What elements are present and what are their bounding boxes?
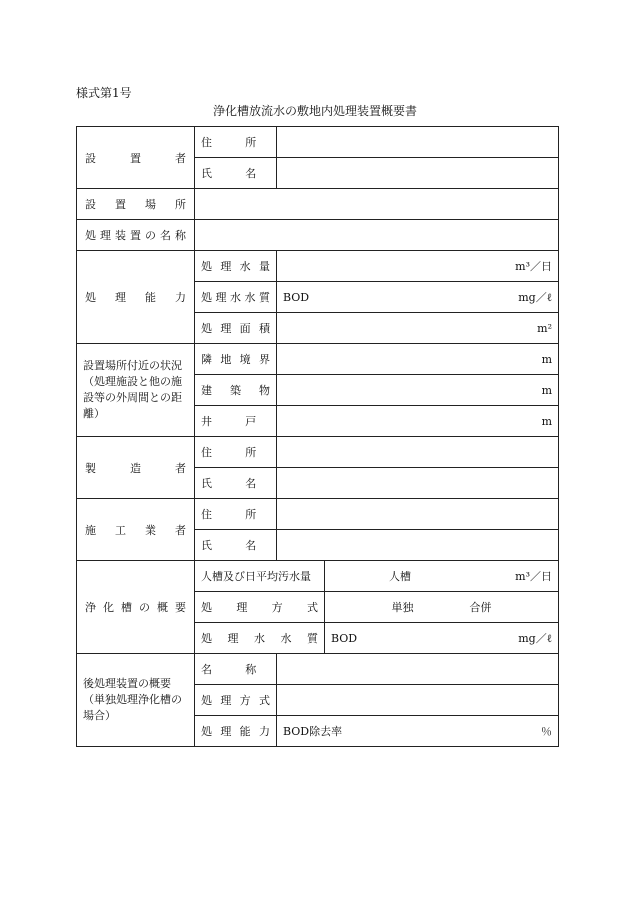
label-char: 称 bbox=[245, 663, 257, 676]
septic-method-field[interactable] bbox=[325, 592, 559, 623]
post-name-label-cell bbox=[195, 654, 277, 685]
label-char: 名 bbox=[245, 539, 257, 552]
capacity-label bbox=[85, 289, 186, 305]
manufacturer-address-row bbox=[77, 437, 559, 468]
form-number: 様式第1号 bbox=[76, 86, 132, 100]
installer-label bbox=[85, 150, 186, 166]
label-char: 理 bbox=[215, 291, 227, 304]
label-char: の bbox=[145, 229, 156, 242]
septic-label bbox=[85, 599, 186, 615]
septic-method-option-single[interactable]: 単独 bbox=[391, 601, 414, 614]
installer-address-label bbox=[201, 134, 256, 150]
septic-quality-unit: mg／ℓ bbox=[518, 632, 552, 645]
building-field[interactable] bbox=[277, 375, 559, 406]
building-label bbox=[201, 382, 270, 398]
post-method-label bbox=[201, 692, 270, 708]
septic-method-label-cell bbox=[195, 592, 325, 623]
water-volume-label-cell bbox=[195, 251, 277, 282]
installer-name-label bbox=[201, 165, 256, 181]
post-capacity-field[interactable] bbox=[277, 716, 559, 747]
contractor-address-label-cell bbox=[195, 499, 277, 530]
label-char: 境 bbox=[239, 353, 251, 366]
label-char: 隣 bbox=[201, 353, 212, 366]
contractor-address-row bbox=[77, 499, 559, 530]
contractor-address-field[interactable] bbox=[277, 499, 559, 530]
manufacturer-address-label-cell bbox=[195, 437, 277, 468]
label-char: 力 bbox=[175, 291, 186, 304]
label-char: 者 bbox=[175, 523, 186, 537]
label-char: 水 bbox=[254, 632, 265, 645]
contractor-address-label bbox=[201, 506, 256, 522]
document-title: 浄化槽放流水の敷地内処理装置概要書 bbox=[212, 104, 417, 118]
label-char: 場 bbox=[145, 198, 156, 211]
label-char: 積 bbox=[258, 322, 270, 335]
contractor-name-label-cell bbox=[195, 530, 277, 561]
post-capacity-unit: ％ bbox=[541, 725, 552, 738]
label-char: 名 bbox=[245, 167, 257, 180]
boundary-unit: m bbox=[541, 352, 552, 366]
label-char: 式 bbox=[258, 694, 270, 707]
label-char: 理 bbox=[227, 632, 239, 645]
label-char: 名 bbox=[201, 663, 212, 676]
label-char: 処 bbox=[85, 291, 96, 304]
septic-quality-label-cell bbox=[195, 623, 325, 654]
water-quality-field[interactable] bbox=[277, 282, 559, 313]
label-char: 方 bbox=[271, 601, 283, 614]
contractor-label bbox=[85, 522, 186, 538]
manufacturer-name-field[interactable] bbox=[277, 468, 559, 499]
label-char: 地 bbox=[220, 353, 232, 366]
label-char: 槽 bbox=[121, 601, 132, 614]
label-char: 量 bbox=[258, 260, 270, 273]
septic-quality-field[interactable] bbox=[325, 623, 559, 654]
label-char: 浄 bbox=[85, 601, 96, 614]
label-char: 処 bbox=[201, 694, 212, 707]
label-char: 理 bbox=[220, 725, 232, 738]
label-char: 力 bbox=[258, 725, 270, 738]
label-char: 能 bbox=[239, 725, 251, 738]
install-location-field[interactable] bbox=[195, 189, 559, 220]
building-label-cell bbox=[195, 375, 277, 406]
label-char: 方 bbox=[239, 694, 251, 707]
device-name-field[interactable] bbox=[195, 220, 559, 251]
label-char: 水 bbox=[239, 260, 251, 273]
label-char: 設 bbox=[85, 151, 96, 165]
label-char: 式 bbox=[306, 601, 318, 614]
capacity-label-cell bbox=[77, 251, 195, 344]
water-volume-label bbox=[201, 258, 270, 274]
septic-flow-row bbox=[77, 561, 559, 592]
label-char: の bbox=[139, 601, 150, 614]
installer-name-field[interactable] bbox=[277, 158, 559, 189]
area-field[interactable] bbox=[277, 313, 559, 344]
label-char: 質 bbox=[307, 632, 318, 645]
installer-address-field[interactable] bbox=[277, 127, 559, 158]
install-location-label bbox=[85, 196, 186, 212]
device-name-label-cell bbox=[77, 220, 195, 251]
label-char: 質 bbox=[259, 291, 270, 304]
manufacturer-address-label bbox=[201, 444, 256, 460]
septic-label-cell bbox=[77, 561, 195, 654]
septic-quality-param: BOD bbox=[331, 631, 358, 645]
label-char: 造 bbox=[130, 461, 141, 475]
label-char: 物 bbox=[259, 384, 270, 397]
septic-flow-label: 人槽及び日平均汚水量 bbox=[201, 570, 311, 583]
contractor-name-label bbox=[201, 537, 256, 553]
building-unit: m bbox=[541, 383, 552, 397]
label-char: 処 bbox=[85, 229, 96, 242]
installer-address-label-cell bbox=[195, 127, 277, 158]
label-char: 設 bbox=[85, 198, 96, 211]
label-char: 化 bbox=[103, 601, 114, 614]
label-char: 建 bbox=[201, 384, 212, 397]
label-char: 名 bbox=[160, 229, 171, 242]
post-capacity-label-cell bbox=[195, 716, 277, 747]
label-char: 理 bbox=[220, 322, 232, 335]
label-char: 界 bbox=[258, 353, 270, 366]
well-unit: m bbox=[541, 414, 552, 428]
label-char: 水 bbox=[230, 291, 241, 304]
label-char: 施 bbox=[85, 523, 96, 537]
label-char: 装 bbox=[115, 229, 126, 242]
installer-label-cell bbox=[77, 127, 195, 189]
label-char: 処 bbox=[201, 725, 212, 738]
label-char: 住 bbox=[201, 446, 212, 459]
septic-method-label bbox=[201, 599, 318, 615]
label-char: 理 bbox=[236, 601, 248, 614]
septic-flow-field[interactable] bbox=[325, 561, 559, 592]
water-quality-unit: mg／ℓ bbox=[518, 291, 552, 304]
septic-quality-label bbox=[201, 630, 318, 646]
manufacturer-name-label-cell bbox=[195, 468, 277, 499]
manufacturer-label-cell bbox=[77, 437, 195, 499]
label-char: 処 bbox=[201, 260, 212, 273]
post-method-field[interactable] bbox=[277, 685, 559, 716]
label-char: 者 bbox=[175, 151, 186, 165]
label-char: 概 bbox=[157, 601, 168, 614]
area-label-cell bbox=[195, 313, 277, 344]
overview-form-table bbox=[76, 126, 559, 747]
label-char: 所 bbox=[175, 198, 186, 211]
post-capacity-param: BOD除去率 bbox=[283, 725, 343, 738]
capacity-volume-row bbox=[77, 251, 559, 282]
area-unit: m² bbox=[537, 321, 552, 335]
label-char: 水 bbox=[244, 291, 256, 304]
label-char: 処 bbox=[201, 601, 212, 614]
label-char: 住 bbox=[201, 508, 212, 521]
septic-flow-value-label: 人槽 bbox=[389, 570, 411, 583]
boundary-label bbox=[201, 351, 270, 367]
post-method-label-cell bbox=[195, 685, 277, 716]
label-char: 能 bbox=[145, 291, 156, 304]
water-quality-param: BOD bbox=[283, 290, 310, 304]
manufacturer-label bbox=[85, 460, 186, 476]
label-char: 要 bbox=[175, 601, 186, 614]
post-name-field[interactable] bbox=[277, 654, 559, 685]
label-char: 井 bbox=[201, 415, 212, 428]
post-capacity-label bbox=[201, 723, 270, 739]
surroundings-label: 設置場所付近の状況（処理施設と他の施設等の外周間との距離） bbox=[83, 359, 182, 420]
surroundings-label-cell bbox=[77, 344, 195, 437]
label-char: 氏 bbox=[201, 477, 212, 490]
label-char: 置 bbox=[130, 229, 141, 242]
water-quality-label bbox=[201, 289, 270, 305]
post-name-row bbox=[77, 654, 559, 685]
label-char: 住 bbox=[201, 136, 212, 149]
post-name-label bbox=[201, 661, 256, 677]
label-char: 所 bbox=[245, 446, 257, 459]
label-char: 置 bbox=[130, 151, 141, 165]
label-char: 処 bbox=[201, 322, 212, 335]
manufacturer-address-field[interactable] bbox=[277, 437, 559, 468]
label-char: 理 bbox=[100, 229, 111, 242]
install-location-row bbox=[77, 189, 559, 220]
label-char: 置 bbox=[115, 198, 126, 211]
label-char: 氏 bbox=[201, 167, 212, 180]
surroundings-boundary-row bbox=[77, 344, 559, 375]
installer-name-label-cell bbox=[195, 158, 277, 189]
septic-flow-unit: m³／日 bbox=[515, 570, 552, 583]
water-volume-field[interactable] bbox=[277, 251, 559, 282]
label-char: 理 bbox=[115, 291, 126, 304]
label-char: 理 bbox=[220, 694, 232, 707]
label-char: 処 bbox=[201, 291, 212, 304]
label-char: 者 bbox=[175, 461, 186, 475]
label-char: 処 bbox=[201, 632, 212, 645]
label-char: 面 bbox=[239, 322, 251, 335]
label-char: 所 bbox=[245, 508, 257, 521]
boundary-field[interactable] bbox=[277, 344, 559, 375]
device-name-row bbox=[77, 220, 559, 251]
label-char: 製 bbox=[85, 461, 96, 475]
label-char: 水 bbox=[280, 632, 292, 645]
well-label bbox=[201, 413, 256, 429]
label-char: 工 bbox=[115, 523, 126, 537]
water-quality-label-cell bbox=[195, 282, 277, 313]
contractor-label-cell bbox=[77, 499, 195, 561]
boundary-label-cell bbox=[195, 344, 277, 375]
manufacturer-name-label bbox=[201, 475, 256, 491]
contractor-name-field[interactable] bbox=[277, 530, 559, 561]
post-label-cell bbox=[77, 654, 195, 747]
label-char: 理 bbox=[220, 260, 232, 273]
label-char: 戸 bbox=[245, 415, 257, 428]
label-char: 築 bbox=[230, 384, 241, 397]
label-char: 氏 bbox=[201, 539, 212, 552]
label-char: 所 bbox=[245, 136, 257, 149]
label-char: 業 bbox=[145, 523, 156, 537]
label-char: 称 bbox=[175, 229, 186, 242]
install-location-label-cell bbox=[77, 189, 195, 220]
well-field[interactable] bbox=[277, 406, 559, 437]
installer-address-row bbox=[77, 127, 559, 158]
well-label-cell bbox=[195, 406, 277, 437]
device-name-label bbox=[85, 227, 186, 243]
water-volume-unit: m³／日 bbox=[515, 260, 552, 273]
septic-flow-label-cell bbox=[195, 561, 325, 592]
area-label bbox=[201, 320, 270, 336]
label-char: 名 bbox=[245, 477, 257, 490]
septic-method-option-combined[interactable]: 合併 bbox=[469, 601, 492, 614]
post-label: 後処理装置の概要（単独処理浄化槽の場合） bbox=[83, 677, 182, 722]
